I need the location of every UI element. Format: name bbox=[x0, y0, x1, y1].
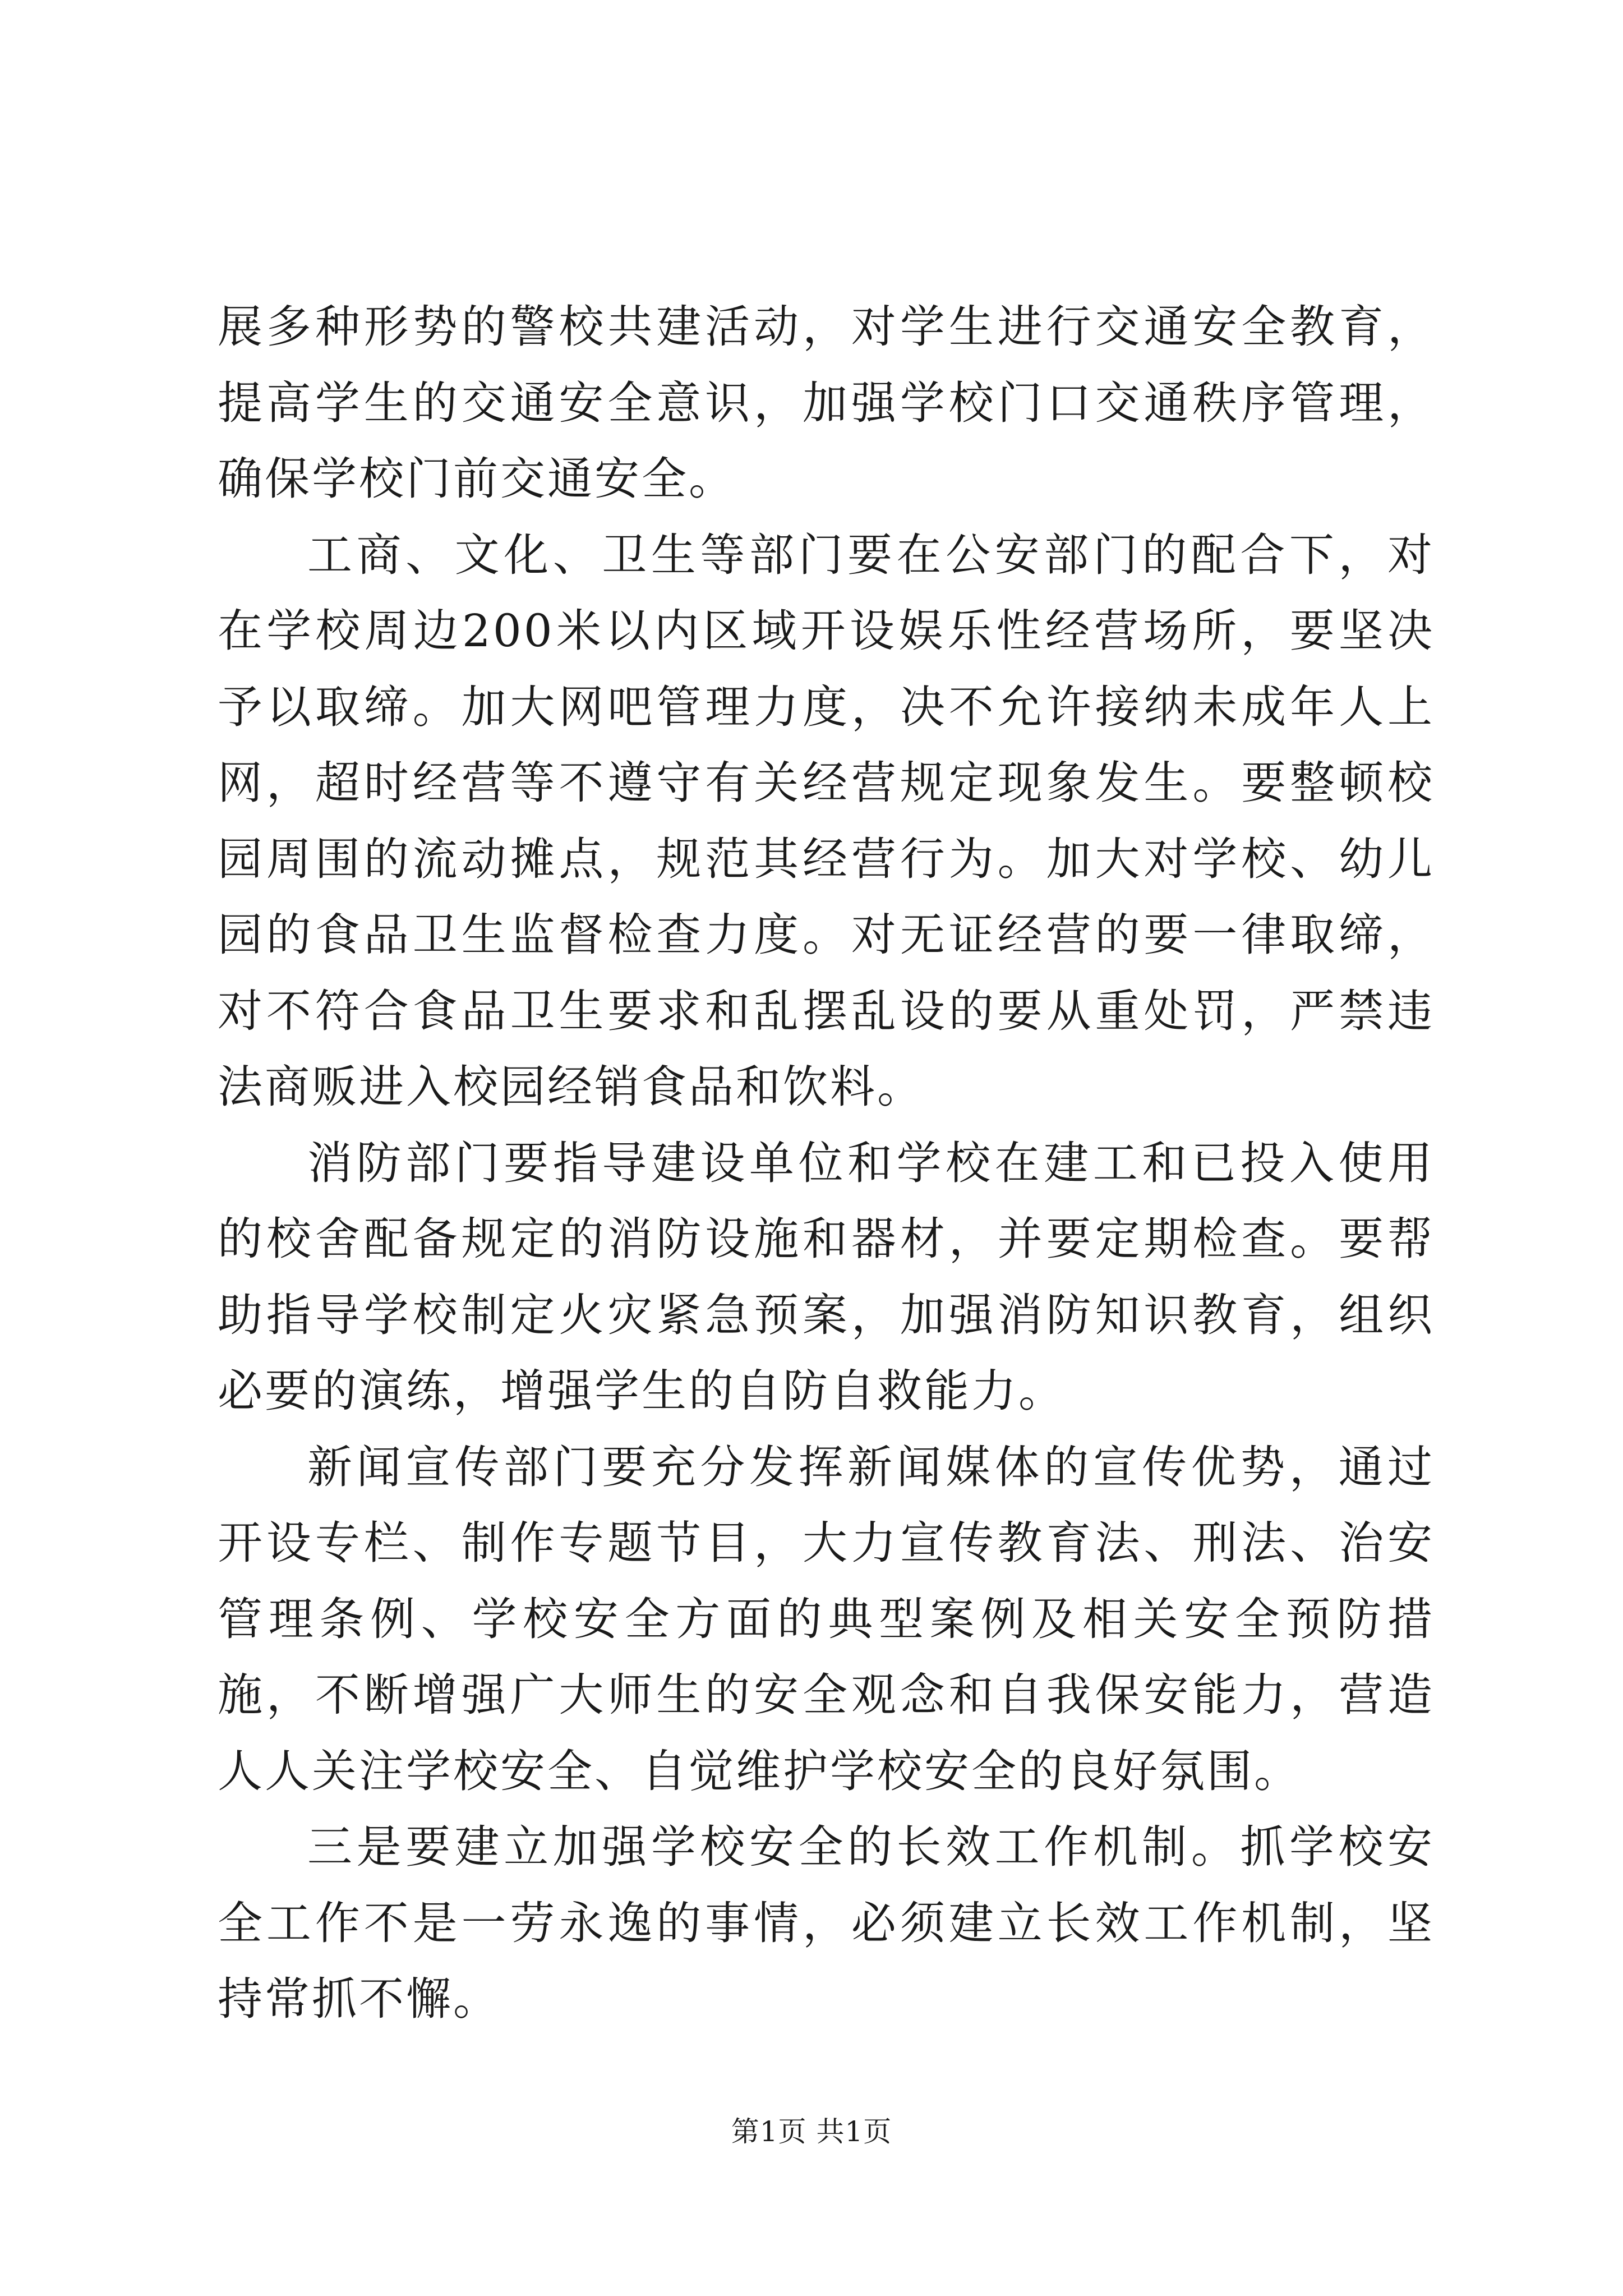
paragraph-continuation: 展多种形势的警校共建活动，对学生进行交通安全教育，提高学生的交通安全意识，加强学校门口交通秩序管理，确保学校门前交通安全。 bbox=[218, 301, 1435, 505]
paragraph-business-culture-health: 工商、文化、卫生等部门要在公安部门的配合下，对在学校周边200米以内区域开设娱乐性经营场所，要坚决予以取缔。加大网吧管理力度，决不允许接纳未成年人上网，超时经营等不遵守有关经营规定现象发生。要整顿校园周围的流动摊点，规范其经营行为。加大对学校、幼儿园的食品卫生监督检查力度。对无证经营的要一律取缔，对不符合食品卫生要求和乱摆乱设的要从重处罚，严禁违法商贩进入校园经销食品和饮料。 bbox=[218, 528, 1435, 1113]
document-body bbox=[218, 289, 1435, 2037]
paragraph-news-publicity: 新闻宣传部门要充分发挥新闻媒体的宣传优势，通过开设专栏、制作专题节目，大力宣传教育法、刑法、治安管理条例、学校安全方面的典型案例及相关安全预防措施，不断增强广大师生的安全观念和自我保安能力，营造人人关注学校安全、自觉维护学校安全的良好氛围。 bbox=[218, 1441, 1435, 1797]
paragraph-fire-department: 消防部门要指导建设单位和学校在建工和已投入使用的校舍配备规定的消防设施和器材，并要定期检查。要帮助指导学校制定火灾紧急预案，加强消防知识教育，组织必要的演练，增强学生的自防自救能力。 bbox=[218, 1137, 1435, 1417]
page-footer: 第1页 共1页 bbox=[731, 2115, 892, 2148]
paragraph-long-term-mechanism: 三是要建立加强学校安全的长效工作机制。抓学校安全工作不是一劳永逸的事情，必须建立长效工作机制，坚持常抓不懈。 bbox=[218, 1821, 1435, 2025]
